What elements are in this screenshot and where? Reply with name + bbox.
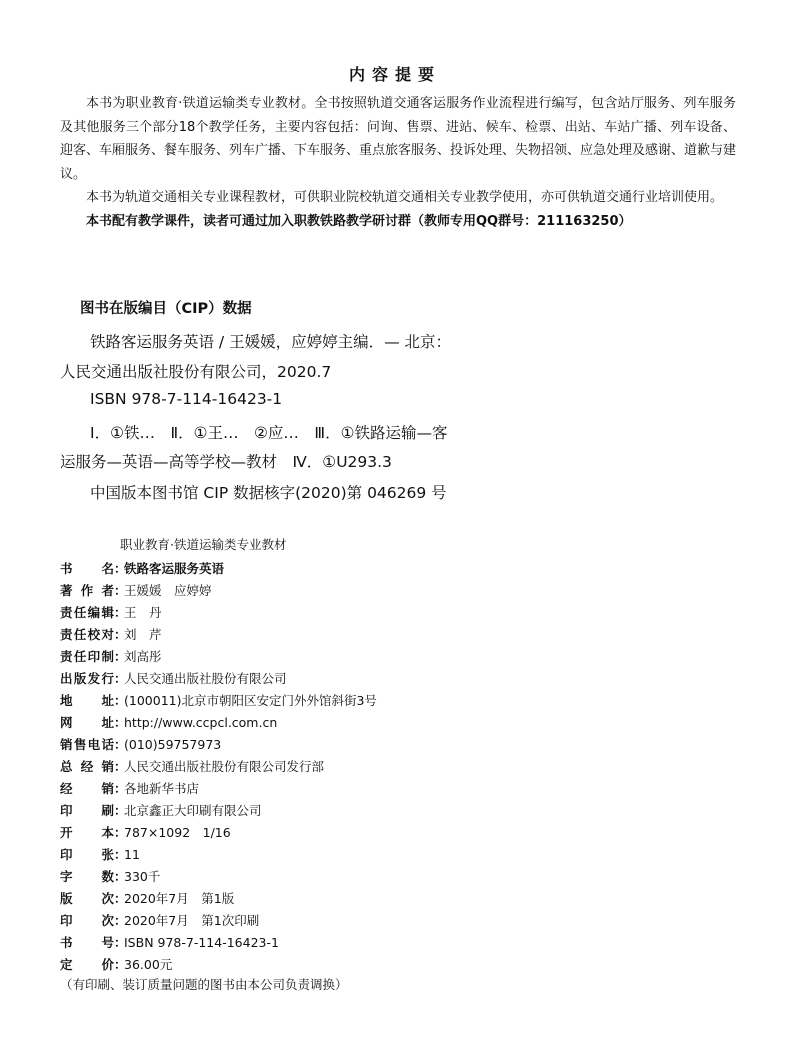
imprint-value: 36.00元: [124, 957, 173, 972]
abstract-paragraph-2: 本书为轨道交通相关专业课程教材，可供职业院校轨道交通相关专业教学使用，亦可供轨道交通行业培训使用。: [86, 190, 724, 205]
imprint-value: 人民交通出版社股份有限公司: [124, 671, 287, 686]
imprint-value: 刘高彤: [124, 649, 162, 664]
imprint-row-title: [60, 559, 224, 579]
imprint-series: 职业教育·铁道运输类专业教材: [120, 537, 287, 552]
imprint-value: 王 丹: [124, 605, 162, 620]
imprint-value: 330千: [124, 869, 161, 884]
imprint-value: 王媛媛 应婷婷: [124, 583, 212, 598]
cip-line-publisher: 人民交通出版社股份有限公司，2020.7: [60, 363, 332, 381]
imprint-colon: ：: [114, 693, 127, 708]
imprint-row-format: [60, 823, 231, 843]
imprint-colon: ：: [114, 671, 127, 686]
imprint-colon: ：: [114, 803, 127, 818]
imprint-label: 印刷: [60, 803, 114, 818]
abstract-title: 内容提要: [348, 65, 441, 84]
imprint-row-publisher: [60, 669, 287, 689]
imprint-row-proofreader: [60, 625, 162, 645]
imprint-colon: ：: [114, 825, 127, 840]
imprint-value: 各地新华书店: [124, 781, 200, 796]
imprint-label: 版次: [60, 891, 114, 906]
imprint-label: 书号: [60, 935, 114, 950]
imprint-colon: ：: [114, 583, 127, 598]
imprint-row-authors: [60, 581, 212, 601]
imprint-label: 销售电话: [60, 737, 114, 752]
imprint-value: (100011)北京市朝阳区安定门外外馆斜街3号: [124, 693, 377, 708]
abstract-paragraph-1: 本书为职业教育·铁道运输类专业教材。全书按照轨道交通客运服务作业流程进行编写，包含站厅服务、列车服务及其他服务三个部分18个教学任务，主要内容包括：问询、售票、进站、候车、检票、出站、车站广播、列车设备、迎客、车厢服务、餐车服务、列车广播、下车服务、重点旅客服务、投诉处理、失物招领、应急处理及感谢、道歉与建议。: [60, 96, 737, 182]
imprint-value: 人民交通出版社股份有限公司发行部: [124, 759, 325, 774]
imprint-label: 责任印制: [60, 649, 114, 664]
imprint-label: 总经销: [60, 759, 114, 774]
imprint-value: 刘 芹: [124, 627, 162, 642]
imprint-label: 书名: [60, 561, 114, 576]
imprint-value: ISBN 978-7-114-16423-1: [124, 935, 279, 950]
imprint-colon: ：: [114, 649, 127, 664]
imprint-colon: ：: [114, 715, 127, 730]
imprint-label: 地址: [60, 693, 114, 708]
imprint-colon: ：: [114, 781, 127, 796]
imprint-value: (010)59757973: [124, 737, 222, 752]
imprint-quality-note: （有印刷、装订质量问题的图书由本公司负责调换）: [60, 977, 348, 992]
imprint-label: 印次: [60, 913, 114, 928]
imprint-colon: ：: [114, 913, 127, 928]
imprint-label: 印张: [60, 847, 114, 862]
imprint-row-sales-phone: [60, 735, 221, 755]
abstract-courseware-note: 本书配有教学课件，读者可通过加入职教铁路教学研讨群（教师专用QQ群号：211163250）: [86, 213, 632, 229]
imprint-label: 字数: [60, 869, 114, 884]
cip-line-class-2: 运服务—英语—高等学校—教材 Ⅳ．①U293.3: [60, 453, 392, 471]
imprint-value: 2020年7月 第1版: [124, 891, 235, 906]
cip-line-title: 铁路客运服务英语 / 王媛媛，应婷婷主编．— 北京：: [90, 333, 452, 351]
imprint-value: 11: [124, 847, 140, 862]
imprint-row-distributor: [60, 779, 199, 799]
imprint-row-word-count: [60, 867, 160, 887]
imprint-label: 责任编辑: [60, 605, 114, 620]
imprint-row-address: [60, 691, 377, 711]
cip-line-isbn: ISBN 978-7-114-16423-1: [90, 390, 283, 408]
abstract-section: [60, 92, 736, 233]
imprint-row-editor: [60, 603, 162, 623]
imprint-colon: ：: [114, 891, 127, 906]
imprint-colon: ：: [114, 847, 127, 862]
imprint-label: 责任校对: [60, 627, 114, 642]
imprint-colon: ：: [114, 869, 127, 884]
imprint-label: 开本: [60, 825, 114, 840]
cip-line-class-1: Ⅰ．①铁… Ⅱ．①王… ②应… Ⅲ．①铁路运输—客: [90, 424, 448, 442]
imprint-value: 北京鑫正大印刷有限公司: [124, 803, 262, 818]
imprint-value: 787×1092 1/16: [124, 825, 231, 840]
imprint-colon: ：: [114, 561, 127, 576]
imprint-row-price: [60, 955, 172, 975]
imprint-row-general-distributor: [60, 757, 324, 777]
imprint-row-sheets: [60, 845, 140, 865]
imprint-value: http://www.ccpcl.com.cn: [124, 715, 278, 730]
imprint-label: 出版发行: [60, 671, 114, 686]
imprint-colon: ：: [114, 605, 127, 620]
cip-line-record: 中国版本图书馆 CIP 数据核字(2020)第 046269 号: [90, 484, 447, 502]
imprint-row-printer: [60, 801, 262, 821]
imprint-row-website: [60, 713, 277, 733]
imprint-colon: ：: [114, 957, 127, 972]
imprint-colon: ：: [114, 627, 127, 642]
imprint-label: 网址: [60, 715, 114, 730]
imprint-row-printing-supervisor: [60, 647, 162, 667]
imprint-label: 著作者: [60, 583, 114, 598]
imprint-label: 定价: [60, 957, 114, 972]
imprint-row-impression: [60, 911, 259, 931]
cip-heading: 图书在版编目（CIP）数据: [80, 301, 252, 317]
imprint-label: 经销: [60, 781, 114, 796]
imprint-colon: ：: [114, 935, 127, 950]
imprint-colon: ：: [114, 759, 127, 774]
imprint-value: 铁路客运服务英语: [124, 561, 225, 576]
imprint-row-isbn: [60, 933, 279, 953]
imprint-value: 2020年7月 第1次印刷: [124, 913, 260, 928]
imprint-row-edition: [60, 889, 234, 909]
imprint-colon: ：: [114, 737, 127, 752]
